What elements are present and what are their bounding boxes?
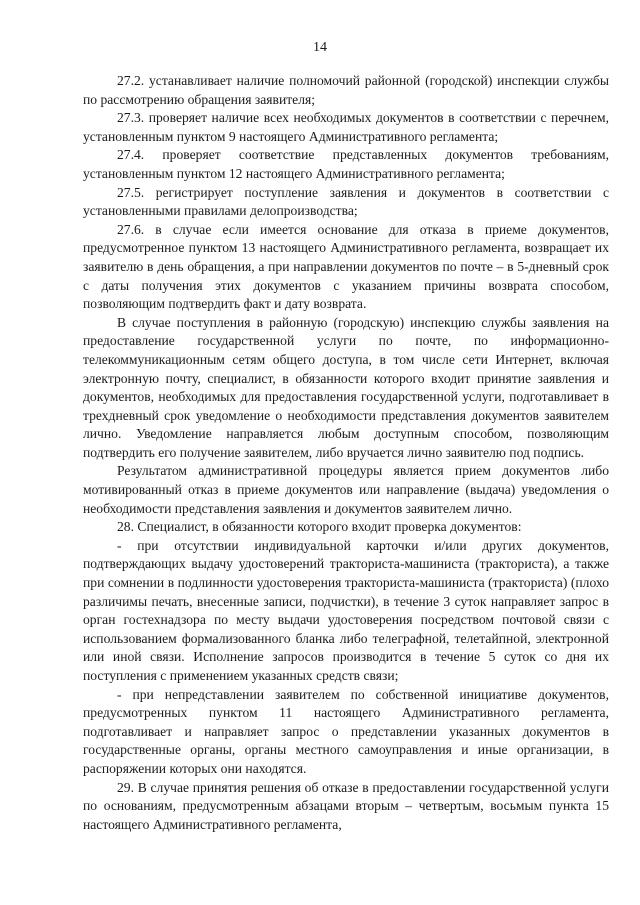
- paragraph-27-5: 27.5. регистрирует поступление заявления и документов в соответствии с установленными правилами делопроизводства;: [83, 184, 609, 219]
- paragraph-29: 29. В случае принятия решения об отказе в предоставлении государственной услуги по основаниям, предусмотренным абзацами вторым – четвертым, восьмым пункта 15 настоящего Административного регламента,: [83, 779, 609, 832]
- paragraph-27-3: 27.3. проверяет наличие всех необходимых документов в соответствии с перечнем, установленным пунктом 9 настоящего Административного регламента;: [83, 110, 609, 144]
- page-number: 14: [313, 40, 327, 55]
- paragraph-28-item-1: - при отсутствии индивидуальной карточки и/или других документов, подтверждающих выдачу удостоверений тракториста-машиниста (тракториста), а также при сомнении в подлинности удостоверения тракториста-машиниста (тракториста) (плохо различимы печать, внесенные записи, подчистки), в течение 3 суток направляет запрос в орган гостехнадзора по месту выдачи удостоверения посредством почтовой связи с использованием формализованного бланка либо телеграфной, телетайпной, электронной или иной связи. Исполнение запросов производится в течение 5 суток со дня их поступления с применением указанных средств связи;: [83, 537, 609, 683]
- paragraph-27-2: 27.2. устанавливает наличие полномочий районной (городской) инспекции службы по рассмотрению обращения заявителя;: [83, 73, 609, 107]
- paragraph-27-6: 27.6. в случае если имеется основание для отказа в приеме документов, предусмотренное пунктом 13 настоящего Административного регламента, возвращает их заявителю в день обращения, а при направлении документов по почте – в 5-дневный срок с даты получения этих документов с указанием причины возврата способом, позволяющим подтвердить факт и дату возврата.: [83, 221, 609, 312]
- paragraph-postal-notification: В случае поступления в районную (городскую) инспекцию службы заявления на предоставление государственной услуги по почте, по информационно-телекоммуникационным сетям общего доступа, в том числе сети Интернет, включая электронную почту, специалист, в обязанности которого входит принятие заявления и документов, необходимых для предоставления государственной услуги, подготавливает в трехдневный срок уведомление о необходимости представления документов заявителем лично. Уведомление направляется любым доступным способом, позволяющим подтвердить его получение заявителем, либо вручается лично заявителю под подпись.: [83, 314, 609, 460]
- paragraph-procedure-result: Результатом административной процедуры является прием документов либо мотивированный отказ в приеме документов или направление (выдача) уведомления о необходимости представления заявления и документов заявителем лично.: [83, 463, 609, 516]
- document-body: [83, 72, 609, 834]
- paragraph-28: 28. Специалист, в обязанности которого входит проверка документов:: [117, 519, 522, 535]
- paragraph-28-item-2: - при непредставлении заявителем по собственной инициативе документов, предусмотренных пунктом 11 настоящего Административного регламента, подготавливает и направляет запрос о представлении указанных документов в государственные органы, органы местного самоуправления и иные организации, в распоряжении которых они находятся.: [83, 686, 609, 776]
- paragraph-27-4: 27.4. проверяет соответствие представленных документов требованиям, установленным пунктом 12 настоящего Административного регламента;: [83, 147, 609, 181]
